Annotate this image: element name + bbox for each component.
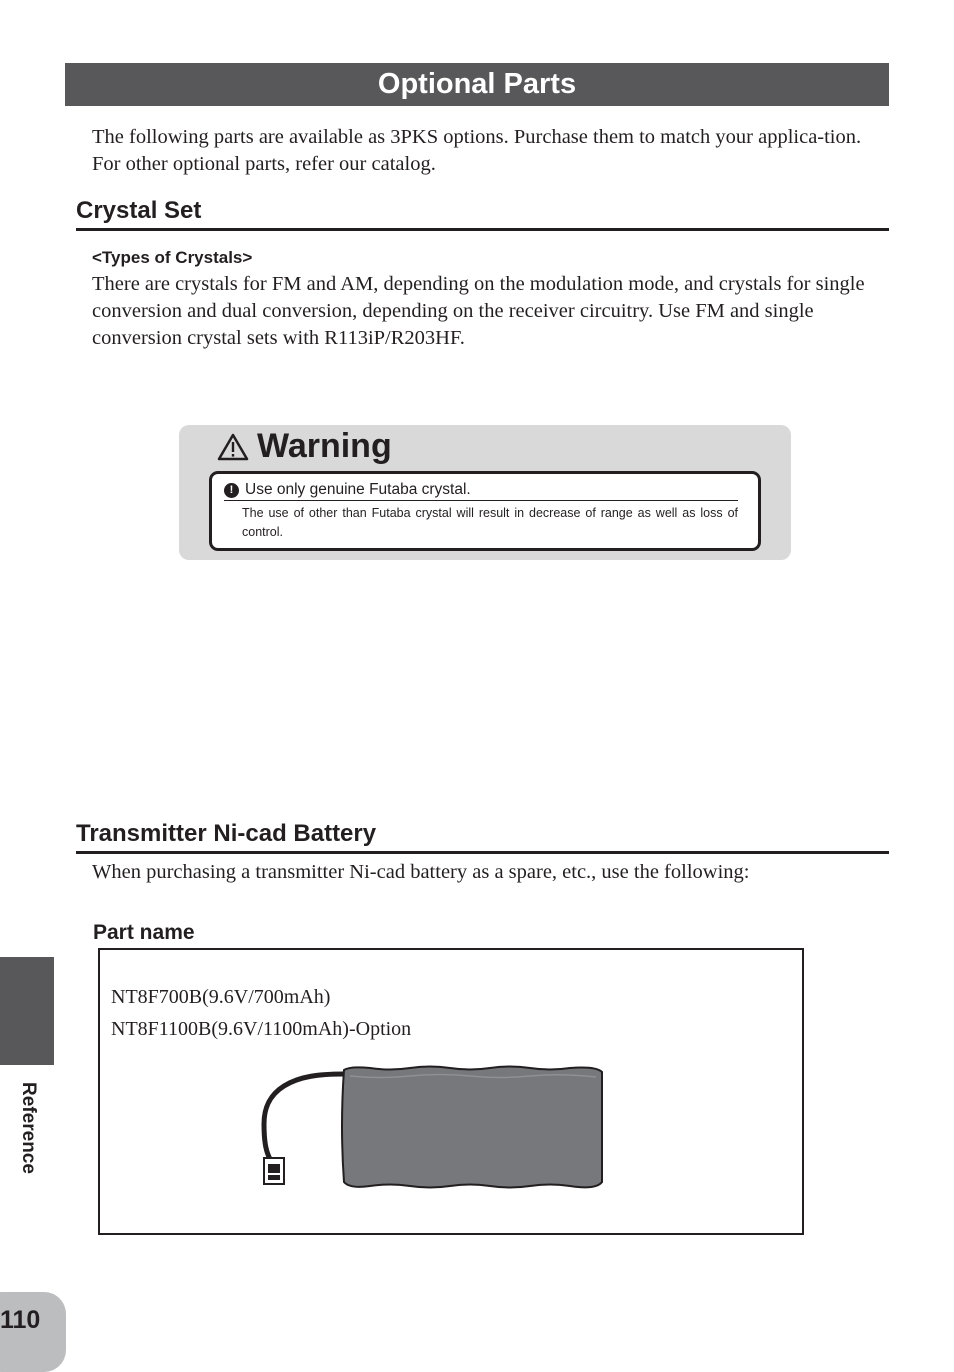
side-tab-label: Reference (18, 1082, 39, 1174)
battery-pack-illustration (260, 1062, 610, 1194)
page-number: 110 (0, 1306, 41, 1334)
part-box (98, 948, 804, 1235)
part-item: NT8F1100B(9.6V/1100mAh)-Option (111, 1018, 412, 1040)
battery-heading: Transmitter Ni-cad Battery (76, 819, 889, 854)
warning-detail: The use of other than Futaba crystal will result in decrease of range as well as loss of control. (242, 506, 738, 539)
warning-headline (224, 481, 738, 501)
part-item: NT8F700B(9.6V/700mAh) (111, 986, 331, 1008)
crystal-set-body: There are crystals for FM and AM, depending on the modulation mode, and crystals for single conversion and dual conversion, depending on the receiver circuitry. Use FM and single conversion crystal sets with R113iP/R203HF. (92, 273, 865, 349)
battery-body: When purchasing a transmitter Ni-cad battery as a spare, etc., use the following: (92, 861, 750, 883)
side-tab (0, 957, 54, 1065)
crystal-set-heading: Crystal Set (76, 196, 889, 231)
intro-paragraph: The following parts are available as 3PKS options. Purchase them to match your applica-tion. For other optional parts, refer our catalog. (92, 126, 862, 175)
warning-panel (179, 425, 791, 560)
warning-triangle-icon (217, 433, 249, 461)
battery-body (342, 1067, 602, 1188)
crystal-types-subheading: <Types of Crystals> (92, 248, 253, 267)
page-title: Optional Parts (65, 63, 889, 106)
exclamation-icon: ! (224, 483, 239, 498)
warning-headline-text: Use only genuine Futaba crystal. (245, 481, 471, 498)
part-name-label: Part name (93, 921, 195, 944)
warning-box (209, 471, 761, 551)
warning-title-text: Warning (257, 427, 392, 465)
warning-title (217, 427, 392, 466)
